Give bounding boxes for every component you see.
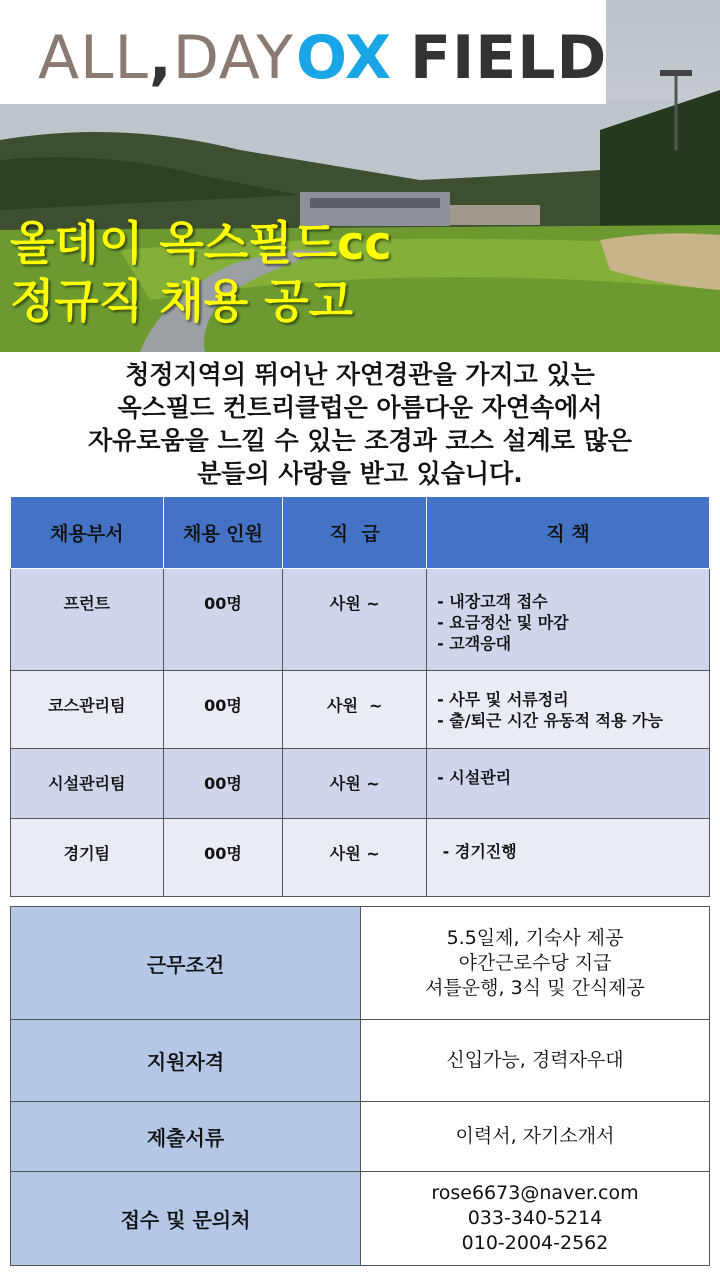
condition-label: 근무조건 [11,907,361,1020]
dept-cell: 경기팀 [11,819,164,897]
table-row [11,1020,710,1102]
jobs-header-row [11,497,710,569]
duty-item: - 시설관리 [437,768,512,787]
duty-item: - 고객응대 [437,634,512,653]
duties-cell [427,749,710,819]
rank-cell: 사원 ~ [283,671,427,749]
header-dept: 채용부서 [11,497,164,569]
table-row [11,1102,710,1172]
rank-cell: 사원 ~ [283,749,427,819]
dept-cell: 프런트 [11,569,164,671]
table-row [11,671,710,749]
count-cell: 00명 [163,819,283,897]
header-rank: 직 급 [283,497,427,569]
header-duties: 직 책 [427,497,710,569]
conditions-table [10,906,710,1266]
duty-item: - 사무 및 서류정리 [437,690,569,709]
intro-line: 분들의 사랑을 받고 있습니다. [197,459,523,488]
logo-ox: OX [296,23,392,93]
count-cell: 00명 [163,569,283,671]
intro-line: 청정지역의 뛰어난 자연경관을 가지고 있는 [125,360,595,389]
contact-value [361,1172,710,1266]
duties-cell [427,819,710,897]
condition-label: 지원자격 [11,1020,361,1102]
condition-label: 접수 및 문의처 [11,1172,361,1266]
intro-line: 옥스필드 컨트리클럽은 아름다운 자연속에서 [117,393,603,422]
rank-cell: 사원 ~ [283,819,427,897]
table-row [11,907,710,1020]
email-link[interactable]: rose6673@naver.com [431,1182,639,1204]
jobs-table [10,496,710,897]
duty-item: - 경기진행 [437,842,517,861]
rank-cell: 사원 ~ [283,569,427,671]
count-cell: 00명 [163,671,283,749]
duty-item: - 요금정산 및 마감 [437,613,569,632]
dept-cell: 코스관리팀 [11,671,164,749]
logo-field: FIELD [410,23,608,93]
condition-label: 제출서류 [11,1102,361,1172]
logo-area [0,0,606,104]
header-count: 채용 인원 [163,497,283,569]
condition-value: 5.5일제, 기숙사 제공 야간근로수당 지급 셔틀운행, 3식 및 간식제공 [361,907,710,1020]
logo-allday: ALL,DAY [38,23,294,93]
hero-title-line1: 올데이 옥스필드cc [10,216,392,270]
hero-title-line2: 정규직 채용 공고 [10,274,354,328]
duties-cell [427,569,710,671]
condition-value: 이력서, 자기소개서 [361,1102,710,1172]
dept-cell: 시설관리팀 [11,749,164,819]
phone-number: 010-2004-2562 [461,1232,609,1254]
table-row [11,819,710,897]
condition-value: 신입가능, 경력자우대 [361,1020,710,1102]
intro-text [0,358,720,490]
count-cell: 00명 [163,749,283,819]
table-row [11,1172,710,1266]
duty-item: - 출/퇴근 시간 유동적 적용 가능 [437,711,663,730]
table-row [11,569,710,671]
duties-cell [427,671,710,749]
duty-item: - 내장고객 접수 [437,592,548,611]
hero-banner [0,0,720,352]
intro-line: 자유로움을 느낄 수 있는 조경과 코스 설계로 많은 [88,426,632,455]
table-row [11,749,710,819]
phone-number: 033-340-5214 [467,1207,603,1229]
